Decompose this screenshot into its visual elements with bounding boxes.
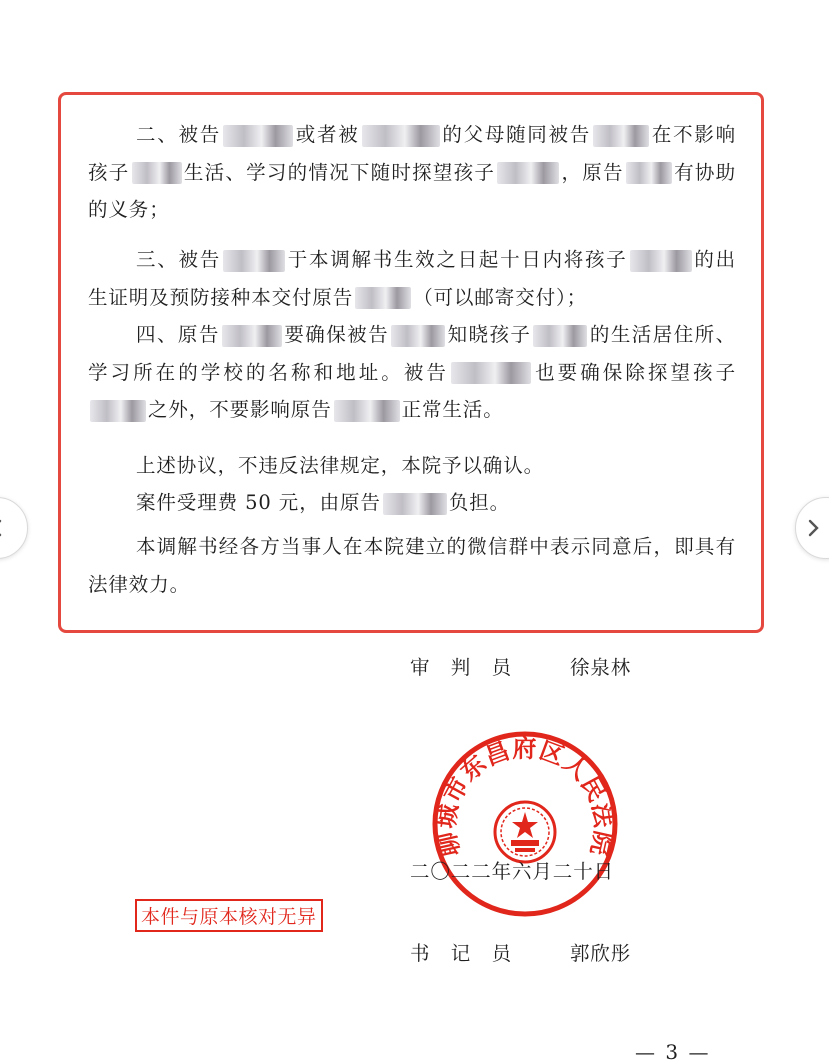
redacted-name [222, 325, 282, 347]
paragraph-3: 三、被告 于本调解书生效之日起十日内将孩子 的出生证明及预防接种本交付原告 （可以邮寄交付）； [88, 248, 736, 309]
clerk-name: 郭欣彤 [570, 942, 632, 965]
next-page-button[interactable] [795, 497, 829, 559]
redacted-name [355, 287, 411, 309]
redacted-name [90, 400, 146, 422]
redacted-name [391, 325, 445, 347]
judge-title: 审 判 员 [410, 656, 513, 679]
chevron-right-icon [803, 518, 823, 538]
redacted-name [630, 250, 692, 272]
redacted-name [223, 250, 285, 272]
prev-page-button[interactable] [0, 497, 28, 559]
paragraph-7: 本调解书经各方当事人在本院建立的微信群中表示同意后，即具有法律效力。 [88, 535, 736, 596]
judge-name: 徐泉林 [570, 656, 632, 679]
national-emblem-icon [495, 802, 555, 862]
redacted-name [334, 400, 400, 422]
redacted-name [533, 325, 587, 347]
redacted-name [383, 493, 447, 515]
paragraph-6: 案件受理费 50 元，由原告 负担。 [136, 491, 511, 514]
redacted-name [451, 362, 531, 384]
paragraph-5: 上述协议，不违反法律规定，本院予以确认。 [136, 454, 545, 477]
clerk-title: 书 记 员 [410, 942, 513, 965]
chevron-left-icon [0, 518, 7, 538]
redacted-name [497, 162, 559, 184]
redacted-name [593, 125, 649, 147]
redacted-name [626, 162, 672, 184]
seal-text: 聊城市东昌府区人民法院 [432, 734, 618, 859]
page-number: — 3 — [635, 1040, 711, 1064]
redacted-name [132, 162, 182, 184]
document-date: 二〇二二年六月二十日 [410, 860, 615, 883]
copy-verified-stamp: 本件与原本核对无异 [135, 899, 323, 932]
paragraph-4: 四、原告 要确保被告 知晓孩子 的生活居住所、学习所在的学校的名称和地址。被告 也要确保除探望孩子之外，不要影响原告 正常生活。 [88, 323, 736, 421]
redacted-name [362, 125, 440, 147]
redacted-name [223, 125, 293, 147]
court-seal [429, 728, 621, 920]
paragraph-2: 二、被告 或者被 的父母随同被告 在不影响孩子 生活、学习的情况下随时探望孩子 ，原告 有协助的义务； [88, 123, 737, 221]
